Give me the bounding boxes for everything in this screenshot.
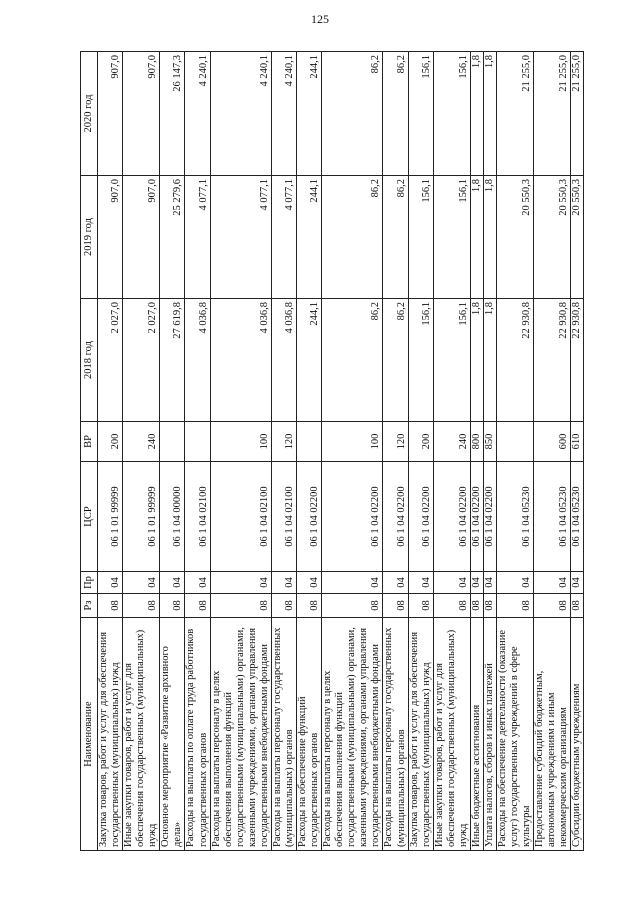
row-csr-cell: 06 1 04 02100 xyxy=(210,462,271,572)
budget-table xyxy=(80,51,584,851)
row-2019-cell: 244,1 xyxy=(297,176,322,299)
row-rz-cell: 08 xyxy=(433,594,470,618)
row-pr-cell: 04 xyxy=(571,572,584,594)
row-rz-cell: 08 xyxy=(297,594,322,618)
row-2019-cell: 20 550,3 xyxy=(497,176,534,299)
row-2019-cell: 25 279,6 xyxy=(160,176,185,299)
row-name-cell: Основное мероприятие «Развитие архивного дела» xyxy=(160,618,185,851)
table-row xyxy=(433,52,470,851)
row-name-cell: Предоставление субсидий бюджетным, автономным учреждениям и иным некоммерческим организациям xyxy=(534,618,571,851)
header-2019: 2019 год xyxy=(81,176,98,299)
table-row xyxy=(571,52,584,851)
header-2018: 2018 год xyxy=(81,299,98,422)
row-2020-cell: 156,1 xyxy=(408,52,433,176)
row-name-cell: Субсидии бюджетным учреждениям xyxy=(571,618,584,851)
row-name-cell: Расходы на выплаты персоналу в целях обеспечения выполнения функций государственными (муниципальными) органами, казенными учреждениями, органами управления государственными внебюджетными фондами xyxy=(322,618,383,851)
row-2018-cell: 1,8 xyxy=(483,299,496,422)
row-rz-cell: 08 xyxy=(98,594,123,618)
row-2018-cell: 86,2 xyxy=(383,299,408,422)
row-pr-cell: 04 xyxy=(433,572,470,594)
row-2018-cell: 2 027,0 xyxy=(98,299,123,422)
row-vr-cell: 240 xyxy=(433,422,470,462)
row-2018-cell: 27 619,8 xyxy=(160,299,185,422)
row-2019-cell: 1,8 xyxy=(470,176,483,299)
row-2018-cell: 1,8 xyxy=(470,299,483,422)
row-pr-cell: 04 xyxy=(534,572,571,594)
row-rz-cell: 08 xyxy=(185,594,210,618)
table-row xyxy=(210,52,271,851)
row-pr-cell: 04 xyxy=(160,572,185,594)
row-2018-cell: 244,1 xyxy=(297,299,322,422)
header-row xyxy=(81,52,98,851)
row-vr-cell: 100 xyxy=(210,422,271,462)
row-csr-cell: 06 1 04 02200 xyxy=(483,462,496,572)
header-rz: Рз xyxy=(81,594,98,618)
row-2019-cell: 4 077,1 xyxy=(210,176,271,299)
row-name-cell: Иные закупки товаров, работ и услуг для обеспечения государственных (муниципальных) нужд xyxy=(433,618,470,851)
row-2019-cell: 907,0 xyxy=(123,176,160,299)
table-body xyxy=(98,52,584,851)
table-row xyxy=(271,52,296,851)
row-rz-cell: 08 xyxy=(160,594,185,618)
header-csr: ЦСР xyxy=(81,462,98,572)
row-pr-cell: 04 xyxy=(297,572,322,594)
row-2020-cell: 244,1 xyxy=(297,52,322,176)
row-vr-cell: 200 xyxy=(98,422,123,462)
row-vr-cell: 600 xyxy=(534,422,571,462)
row-name-cell: Расходы на выплаты по оплате труда работников государственных органов xyxy=(185,618,210,851)
row-2019-cell: 20 550,3 xyxy=(571,176,584,299)
row-csr-cell: 06 1 04 02100 xyxy=(271,462,296,572)
row-name-cell: Расходы на обеспечение деятельности (оказание услуг) государственных учреждений в сфере культуры xyxy=(497,618,534,851)
row-2019-cell: 4 077,1 xyxy=(185,176,210,299)
row-2018-cell: 22 930,8 xyxy=(571,299,584,422)
row-rz-cell: 08 xyxy=(322,594,383,618)
row-csr-cell: 06 1 04 02200 xyxy=(322,462,383,572)
row-2019-cell: 907,0 xyxy=(98,176,123,299)
row-pr-cell: 04 xyxy=(470,572,483,594)
rotated-table-container xyxy=(80,52,583,851)
row-rz-cell: 08 xyxy=(534,594,571,618)
row-name-cell: Расходы на выплаты персоналу в целях обеспечения выполнения функций государственными (муниципальными) органами, казенными учреждениями, органами управления государственными внебюджетными фондами xyxy=(210,618,271,851)
row-csr-cell: 06 1 04 05230 xyxy=(534,462,571,572)
row-2020-cell: 26 147,3 xyxy=(160,52,185,176)
row-vr-cell xyxy=(160,422,185,462)
row-csr-cell: 06 1 04 02200 xyxy=(297,462,322,572)
row-vr-cell: 800 xyxy=(470,422,483,462)
row-name-cell: Уплата налогов, сборов и иных платежей xyxy=(483,618,496,851)
row-2020-cell: 4 240,1 xyxy=(185,52,210,176)
page-number: 125 xyxy=(311,12,329,26)
row-2018-cell: 4 036,8 xyxy=(185,299,210,422)
row-2018-cell: 4 036,8 xyxy=(210,299,271,422)
table-row xyxy=(160,52,185,851)
row-pr-cell: 04 xyxy=(322,572,383,594)
header-name: Наименование xyxy=(81,618,98,851)
table-row xyxy=(408,52,433,851)
row-2018-cell: 4 036,8 xyxy=(271,299,296,422)
row-2018-cell: 2 027,0 xyxy=(123,299,160,422)
row-pr-cell: 04 xyxy=(185,572,210,594)
row-name-cell: Закупка товаров, работ и услуг для обеспечения государственных (муниципальных) нужд xyxy=(408,618,433,851)
row-2019-cell: 1,8 xyxy=(483,176,496,299)
table-row xyxy=(383,52,408,851)
row-rz-cell: 08 xyxy=(383,594,408,618)
row-vr-cell xyxy=(497,422,534,462)
row-2018-cell: 22 930,8 xyxy=(534,299,571,422)
row-name-cell: Расходы на обеспечение функций государственных органов xyxy=(297,618,322,851)
row-vr-cell xyxy=(297,422,322,462)
row-name-cell: Закупка товаров, работ и услуг для обеспечения государственных (муниципальных) нужд xyxy=(98,618,123,851)
row-vr-cell: 120 xyxy=(383,422,408,462)
row-csr-cell: 06 1 04 00000 xyxy=(160,462,185,572)
table-row xyxy=(297,52,322,851)
row-pr-cell: 04 xyxy=(271,572,296,594)
row-rz-cell: 08 xyxy=(571,594,584,618)
row-rz-cell: 08 xyxy=(408,594,433,618)
header-2020: 2020 год xyxy=(81,52,98,176)
row-pr-cell: 04 xyxy=(123,572,160,594)
row-rz-cell: 08 xyxy=(470,594,483,618)
table-row xyxy=(98,52,123,851)
row-2018-cell: 156,1 xyxy=(433,299,470,422)
row-csr-cell: 06 1 04 02200 xyxy=(433,462,470,572)
row-csr-cell: 06 1 04 02100 xyxy=(185,462,210,572)
row-rz-cell: 08 xyxy=(271,594,296,618)
row-pr-cell: 04 xyxy=(210,572,271,594)
row-csr-cell: 06 1 04 02200 xyxy=(383,462,408,572)
table-row xyxy=(483,52,496,851)
row-2020-cell: 21 255,0 xyxy=(497,52,534,176)
row-pr-cell: 04 xyxy=(483,572,496,594)
row-2019-cell: 20 550,3 xyxy=(534,176,571,299)
row-2020-cell: 21 255,0 xyxy=(571,52,584,176)
row-name-cell: Иные бюджетные ассигнования xyxy=(470,618,483,851)
table-row xyxy=(534,52,571,851)
row-csr-cell: 06 1 04 05230 xyxy=(571,462,584,572)
row-2019-cell: 86,2 xyxy=(383,176,408,299)
row-name-cell: Расходы на выплаты персоналу государственных (муниципальных) органов xyxy=(271,618,296,851)
row-2020-cell: 907,0 xyxy=(123,52,160,176)
row-2018-cell: 86,2 xyxy=(322,299,383,422)
row-csr-cell: 06 1 01 99999 xyxy=(123,462,160,572)
row-vr-cell: 850 xyxy=(483,422,496,462)
row-2020-cell: 156,1 xyxy=(433,52,470,176)
row-vr-cell: 610 xyxy=(571,422,584,462)
table-row xyxy=(322,52,383,851)
row-rz-cell: 08 xyxy=(123,594,160,618)
row-2020-cell: 86,2 xyxy=(383,52,408,176)
table-row xyxy=(497,52,534,851)
row-vr-cell: 200 xyxy=(408,422,433,462)
row-2020-cell: 21 255,0 xyxy=(534,52,571,176)
row-name-cell: Иные закупки товаров, работ и услуг для обеспечения государственных (муниципальных) нужд xyxy=(123,618,160,851)
row-pr-cell: 04 xyxy=(383,572,408,594)
row-2020-cell: 86,2 xyxy=(322,52,383,176)
row-2018-cell: 156,1 xyxy=(408,299,433,422)
row-2019-cell: 4 077,1 xyxy=(271,176,296,299)
table-row xyxy=(185,52,210,851)
row-vr-cell: 120 xyxy=(271,422,296,462)
row-2020-cell: 1,8 xyxy=(483,52,496,176)
row-2019-cell: 156,1 xyxy=(433,176,470,299)
row-csr-cell: 06 1 01 99999 xyxy=(98,462,123,572)
table-row xyxy=(470,52,483,851)
row-pr-cell: 04 xyxy=(98,572,123,594)
row-pr-cell: 04 xyxy=(408,572,433,594)
row-csr-cell: 06 1 04 02200 xyxy=(470,462,483,572)
row-2020-cell: 1,8 xyxy=(470,52,483,176)
row-rz-cell: 08 xyxy=(210,594,271,618)
row-name-cell: Расходы на выплаты персоналу государственных (муниципальных) органов xyxy=(383,618,408,851)
row-2019-cell: 86,2 xyxy=(322,176,383,299)
table-row xyxy=(123,52,160,851)
row-rz-cell: 08 xyxy=(497,594,534,618)
row-pr-cell: 04 xyxy=(497,572,534,594)
row-csr-cell: 06 1 04 02200 xyxy=(408,462,433,572)
row-2019-cell: 156,1 xyxy=(408,176,433,299)
row-vr-cell xyxy=(185,422,210,462)
row-2020-cell: 4 240,1 xyxy=(210,52,271,176)
row-2020-cell: 4 240,1 xyxy=(271,52,296,176)
header-vr: ВР xyxy=(81,422,98,462)
row-csr-cell: 06 1 04 05230 xyxy=(497,462,534,572)
row-vr-cell: 240 xyxy=(123,422,160,462)
row-vr-cell: 100 xyxy=(322,422,383,462)
row-2020-cell: 907,0 xyxy=(98,52,123,176)
row-rz-cell: 08 xyxy=(483,594,496,618)
row-2018-cell: 22 930,8 xyxy=(497,299,534,422)
header-pr: Пр xyxy=(81,572,98,594)
